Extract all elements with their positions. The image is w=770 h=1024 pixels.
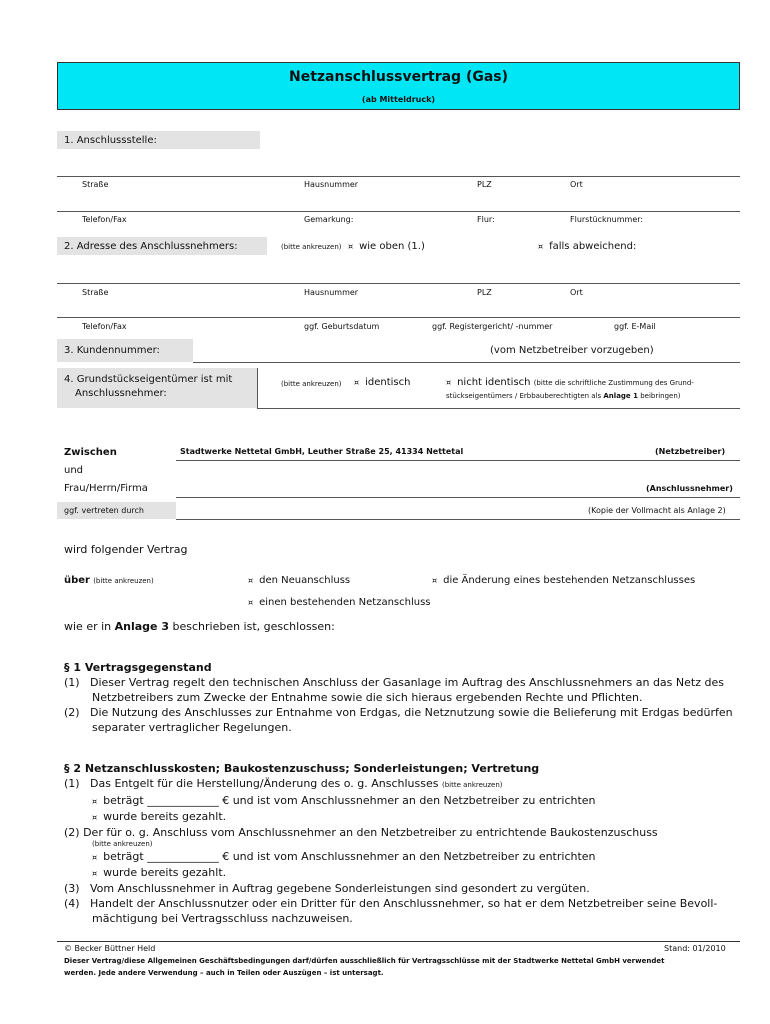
concl-text: beschrieben ist, geschlossen: (169, 620, 335, 633)
email-label[interactable]: ggf. E-Mail (614, 322, 656, 331)
footer-note-line1: Dieser Vertrag/diese Allgemeinen Geschäftsbedingungen darf/dürfen ausschließlich für Vertragsschlüsse mit der Stadtwerke Nettetal GmbH verwendet (64, 957, 665, 965)
footer-note-line2: werden. Jede andere Verwendung – auch in Teilen oder Auszügen – ist untersagt. (64, 969, 384, 977)
person-input-line[interactable] (176, 497, 740, 498)
p1-title: § 1 Vertragsgegenstand (64, 661, 212, 674)
housenumber-label[interactable]: Hausnummer (304, 180, 359, 189)
checkbox-icon[interactable]: ¤ (92, 853, 98, 862)
checkbox-icon[interactable]: ¤ (92, 813, 98, 822)
section1-label: 1. Anschlussstelle: (64, 135, 157, 146)
section-p2 (64, 761, 740, 926)
checkbox-existing-connection[interactable] (248, 597, 431, 608)
ueber-label: über (64, 575, 90, 586)
person-role: (Anschlussnehmer) (646, 484, 733, 493)
p2-item2: (2) Der für o. g. Anschluss vom Anschlussnehmer an den Netzbetreiber zu entrichtende Baukostenzuschuss (64, 826, 658, 839)
checkbox-icon[interactable]: ¤ (248, 576, 254, 585)
option-text: wurde bereits gezahlt. (103, 810, 227, 823)
checkbox-not-identical[interactable] (446, 377, 694, 388)
customer-number-note: (vom Netzbetreiber vorzugeben) (490, 345, 654, 356)
option-note-line2 (446, 392, 681, 400)
p2-option-b2[interactable] (64, 865, 740, 881)
p2-item2-hint: (bitte ankreuzen) (92, 840, 153, 848)
option-label: wie oben (1.) (359, 241, 425, 252)
street-label[interactable]: Straße (82, 180, 109, 189)
checkbox-icon[interactable]: ¤ (248, 598, 254, 607)
option-label: einen bestehenden Netzanschluss (259, 597, 431, 608)
register-label[interactable]: ggf. Registergericht/ -nummer (432, 322, 553, 331)
option-note: (bitte die schriftliche Zustimmung des Grund- (533, 379, 694, 387)
p2-option-a1[interactable] (64, 793, 740, 809)
field-label[interactable]: Flur: (477, 215, 495, 224)
between-label: Zwischen (64, 447, 117, 458)
zip-label[interactable]: PLZ (477, 288, 492, 297)
section-p1 (64, 660, 740, 735)
p2-option-b1[interactable] (64, 849, 740, 865)
item-text: Vom Anschlussnehmer in Auftrag gegebene Sonderleistungen sind gesondert zu vergüten. (90, 882, 590, 895)
city-label[interactable]: Ort (570, 180, 583, 189)
zip-label[interactable]: PLZ (477, 180, 492, 189)
section4-label-line2: Anschlussnehmer: (75, 388, 167, 399)
p1-item1 (64, 675, 740, 690)
p2-title: § 2 Netzanschlusskosten; Baukostenzuschuss; Sonderleistungen; Vertretung (64, 762, 540, 775)
footer-date: Stand: 01/2010 (664, 944, 726, 953)
p2-item1 (64, 776, 740, 793)
p2-item3 (64, 881, 740, 896)
item-number: (1) (64, 676, 80, 689)
ueber-line (64, 575, 154, 586)
p2-item4 (64, 896, 740, 911)
item-text: Handelt der Anschlussnutzer oder ein Dritter für den Anschlussnehmer, so hat er dem Netzbetreiber seine Bevoll- (90, 897, 718, 910)
option-label: identisch (365, 377, 411, 388)
document-title: Netzanschlussvertrag (Gas) (288, 69, 509, 85)
option-label: nicht identisch (457, 377, 531, 388)
phone-fax-label[interactable]: Telefon/Fax (82, 322, 127, 331)
contract-intro: wird folgender Vertrag (64, 543, 188, 556)
operator-name: Stadtwerke Nettetal GmbH, Leuther Straße 25, 41334 Nettetal (180, 447, 464, 456)
section4-hint: (bitte ankreuzen) (281, 380, 342, 388)
p1-item2-cont: separater vertraglicher Regelungen. (92, 721, 292, 734)
person-label: Frau/Herrn/Firma (64, 483, 148, 494)
item-hint: (bitte ankreuzen) (441, 781, 503, 789)
checkbox-icon[interactable]: ¤ (92, 869, 98, 878)
contract-conclusion (64, 620, 335, 633)
section2-label: 2. Adresse des Anschlussnehmers: (64, 241, 238, 252)
divider (193, 362, 740, 363)
concl-bold: Anlage 3 (114, 620, 169, 633)
checkbox-icon[interactable]: ¤ (354, 378, 360, 387)
p1-item2 (64, 705, 740, 720)
ueber-hint: (bitte ankreuzen) (93, 577, 154, 585)
checkbox-icon[interactable]: ¤ (92, 797, 98, 806)
p1-item1-cont: Netzbetreibers zum Zwecke der Entnahme sowie die sich hieraus ergebenden Rechte und Pflichten. (92, 691, 643, 704)
city-label[interactable]: Ort (570, 288, 583, 297)
divider (57, 283, 740, 284)
district-label[interactable]: Gemarkung: (304, 215, 354, 224)
checkbox-icon[interactable]: ¤ (348, 242, 354, 251)
footer-divider (57, 941, 740, 942)
note-text: stückseigentümers / Erbbauberechtigten als (446, 392, 604, 400)
item-number: (3) (64, 882, 80, 895)
phone-fax-label[interactable]: Telefon/Fax (82, 215, 127, 224)
section4-label-line1: 4. Grundstückseigentümer ist mit (64, 374, 233, 385)
checkbox-different-address[interactable] (538, 241, 636, 252)
item-number: (1) (64, 777, 80, 790)
parcel-number-label[interactable]: Flurstücknummer: (570, 215, 644, 224)
item-number: (4) (64, 897, 80, 910)
option-label: die Änderung eines bestehenden Netzanschlusses (443, 575, 696, 586)
option-text: wurde bereits gezahlt. (103, 866, 227, 879)
divider (176, 460, 740, 461)
option-label: falls abweichend: (549, 241, 637, 252)
section2-hint: (bitte ankreuzen) (281, 243, 342, 251)
checkbox-icon[interactable]: ¤ (538, 242, 544, 251)
rep-note: (Kopie der Vollmacht als Anlage 2) (588, 506, 726, 515)
birthdate-label[interactable]: ggf. Geburtsdatum (304, 322, 380, 331)
note-bold: Anlage 1 (603, 392, 638, 400)
divider (57, 211, 740, 212)
section3-label: 3. Kundennummer: (64, 345, 160, 356)
checkbox-change-connection[interactable] (432, 575, 695, 586)
item-text: Dieser Vertrag regelt den technischen Anschluss der Gasanlage im Auftrag des Anschlussnehmers an das Netz des (90, 676, 724, 689)
housenumber-label[interactable]: Hausnummer (304, 288, 359, 297)
option-text: beträgt _____________ € und ist vom Anschlussnehmer an den Netzbetreiber zu entrichten (103, 794, 596, 807)
checkbox-new-connection[interactable] (248, 575, 350, 586)
p2-option-a2[interactable] (64, 809, 740, 825)
document-header (57, 62, 740, 110)
street-label[interactable]: Straße (82, 288, 109, 297)
divider (57, 317, 740, 318)
divider (257, 368, 258, 408)
footer-copyright: © Becker Büttner Held (64, 944, 156, 953)
checkbox-icon[interactable]: ¤ (446, 378, 452, 387)
concl-text: wie er in (64, 620, 115, 633)
divider (257, 408, 740, 409)
document-subtitle: (ab Mitteldruck) (361, 95, 436, 104)
checkbox-identical[interactable] (354, 377, 410, 388)
option-label: den Neuanschluss (259, 575, 351, 586)
item-text: Das Entgelt für die Herstellung/Änderung des o. g. Anschlusses (90, 777, 439, 790)
rep-input-line[interactable] (176, 519, 740, 520)
note-text: beibringen) (637, 392, 681, 400)
and-label: und (64, 465, 84, 476)
item-number: (2) (64, 706, 80, 719)
checkbox-icon[interactable]: ¤ (432, 576, 438, 585)
rep-label: ggf. vertreten durch (64, 506, 144, 515)
operator-role: (Netzbetreiber) (655, 447, 726, 456)
divider (57, 176, 740, 177)
item-text: Die Nutzung des Anschlusses zur Entnahme von Erdgas, die Netznutzung sowie die Belieferung mit Erdgas bedürfen (90, 706, 733, 719)
checkbox-same-address[interactable] (348, 241, 425, 252)
p2-item4-cont: mächtigung bei Vertragsschluss nachzuweisen. (92, 912, 353, 925)
option-text: beträgt _____________ € und ist vom Anschlussnehmer an den Netzbetreiber zu entrichten (103, 850, 596, 863)
